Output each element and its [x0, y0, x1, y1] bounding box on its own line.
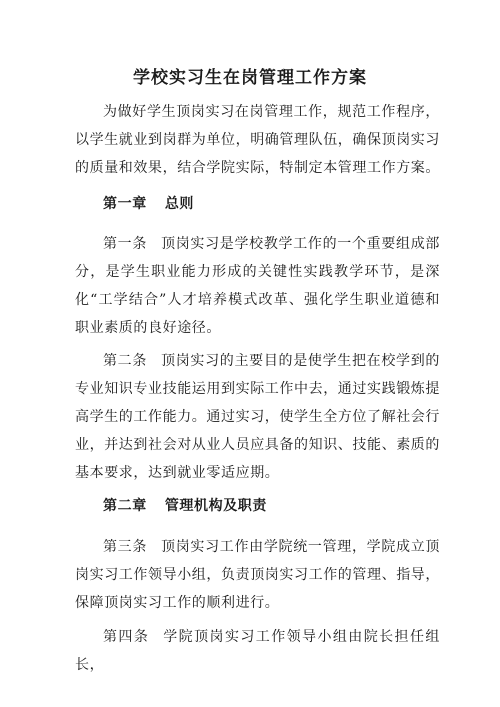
article-2-text: 顶岗实习的主要目的是使学生把在校学到的专业知识专业技能运用到实际工作中去，通过实践锻炼提高学生的工作能力。通过实习，使学生全方位了解社会行业，并达到社会对从业人员应具备的知识、技能、素质的基本要求，达到就业零适应期。: [75, 353, 440, 481]
article-4-label: 第四条: [103, 629, 150, 645]
intro-paragraph: 为做好学生顶岗实习在岗管理工作，规范工作程序，以学生就业到岗群为单位，明确管理队伍，确保顶岗实习的质量和效果，结合学院实际，特制定本管理工作方案。: [75, 104, 440, 176]
article-4-paragraph: [75, 623, 440, 679]
article-1-paragraph: [75, 230, 440, 342]
article-3-paragraph: [75, 533, 440, 617]
article-2-label: 第二条: [103, 353, 148, 369]
article-1-label: 第一条: [103, 236, 148, 252]
chapter-1-heading: [103, 192, 194, 216]
chapter-2-heading: [103, 494, 267, 518]
chapter-1-number: 第一章: [103, 196, 147, 212]
chapter-1-name: 总则: [164, 196, 195, 212]
article-2-paragraph: [75, 347, 440, 487]
article-3-text: 顶岗实习工作由学院统一管理，学院成立顶岗实习工作领导小组，负责顶岗实习工作的管理、指导，保障顶岗实习工作的顺利进行。: [75, 539, 440, 611]
article-4-text: 学院顶岗实习工作领导小组由院长担任组长，: [75, 629, 440, 673]
article-3-label: 第三条: [103, 539, 148, 555]
article-1-text: 顶岗实习是学校教学工作的一个重要组成部分，是学生职业能力形成的关键性实践教学环节，是深化“工学结合”人才培养模式改革、强化学生职业道德和职业素质的良好途径。: [75, 236, 440, 336]
chapter-2-number: 第二章: [103, 498, 147, 514]
chapter-2-name: 管理机构及职责: [164, 498, 268, 514]
document-title: 学校实习生在岗管理工作方案: [133, 68, 367, 88]
